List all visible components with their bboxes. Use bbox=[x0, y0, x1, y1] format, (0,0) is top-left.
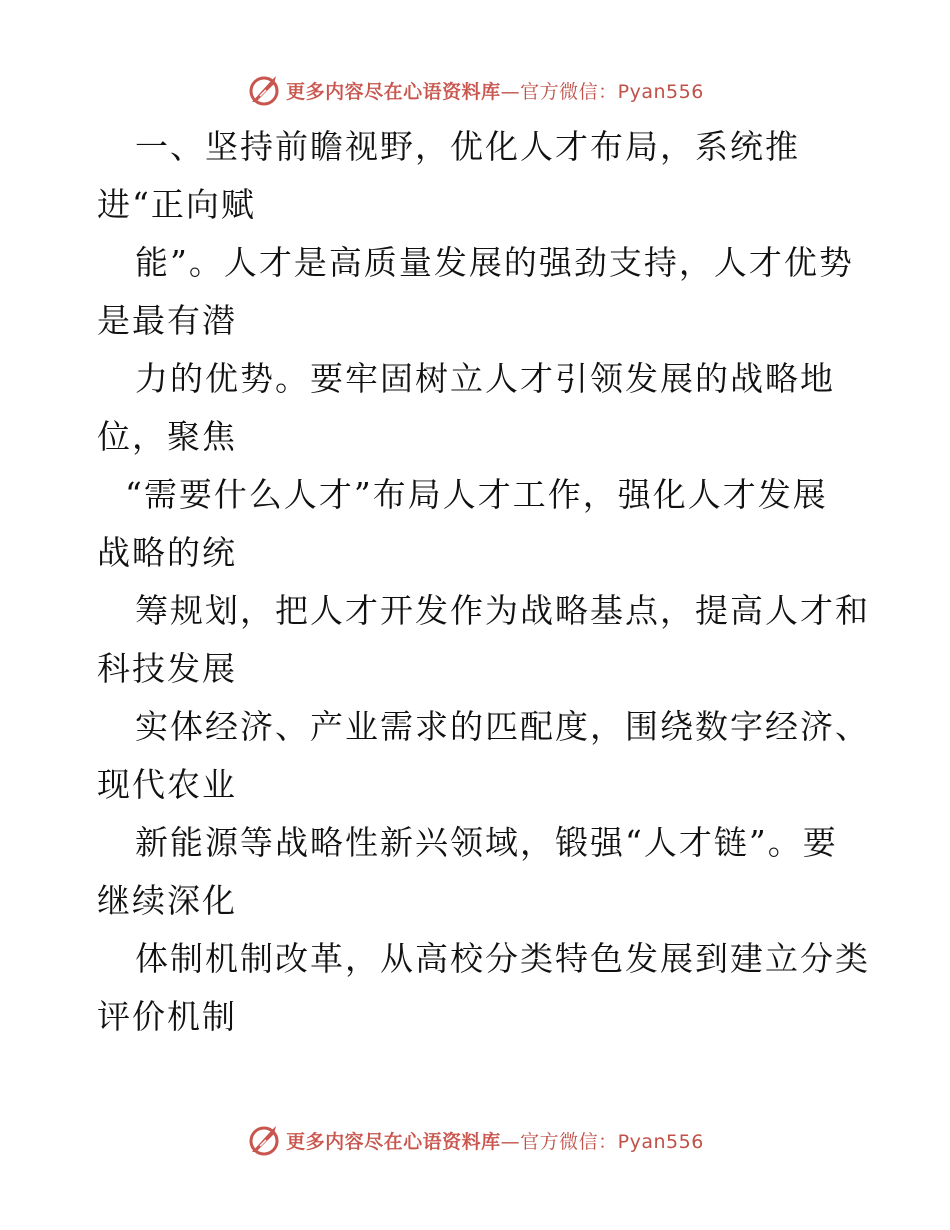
footer-banner bbox=[0, 1120, 950, 1160]
document-body bbox=[97, 118, 870, 1046]
body-line: 继续深化 bbox=[97, 881, 237, 920]
body-line: 体制机制改革，从高校分类特色发展到建立分类 bbox=[135, 939, 870, 978]
body-line: 位，聚焦 bbox=[97, 417, 237, 456]
body-line: 能”。人才是高质量发展的强劲支持，人才优势 bbox=[135, 243, 854, 282]
body-line: 现代农业 bbox=[97, 765, 237, 804]
header-banner-text: 更多内容尽在心语资料库—官方微信：Pyan556 bbox=[286, 80, 704, 103]
body-line: 是最有潜 bbox=[97, 301, 237, 340]
quill-logo-icon bbox=[246, 72, 282, 108]
body-line: 科技发展 bbox=[97, 649, 237, 688]
body-line: 新能源等战略性新兴领域，锻强“人才链”。要 bbox=[135, 823, 838, 862]
body-line: 实体经济、产业需求的匹配度，围绕数字经济、 bbox=[135, 707, 870, 746]
body-line: 筹规划，把人才开发作为战略基点，提高人才和 bbox=[135, 591, 870, 630]
header-banner bbox=[0, 70, 950, 110]
body-line: 一、坚持前瞻视野，优化人才布局，系统推 bbox=[135, 127, 800, 166]
body-line: “需要什么人才”布局人才工作，强化人才发展 bbox=[125, 475, 828, 514]
quill-logo-icon bbox=[246, 1122, 282, 1158]
body-line: 进“正向赋 bbox=[97, 185, 256, 224]
body-line: 战略的统 bbox=[97, 533, 237, 572]
body-line: 评价机制 bbox=[97, 997, 237, 1036]
footer-banner-text: 更多内容尽在心语资料库—官方微信：Pyan556 bbox=[286, 1130, 704, 1153]
body-line: 力的优势。要牢固树立人才引领发展的战略地 bbox=[135, 359, 835, 398]
